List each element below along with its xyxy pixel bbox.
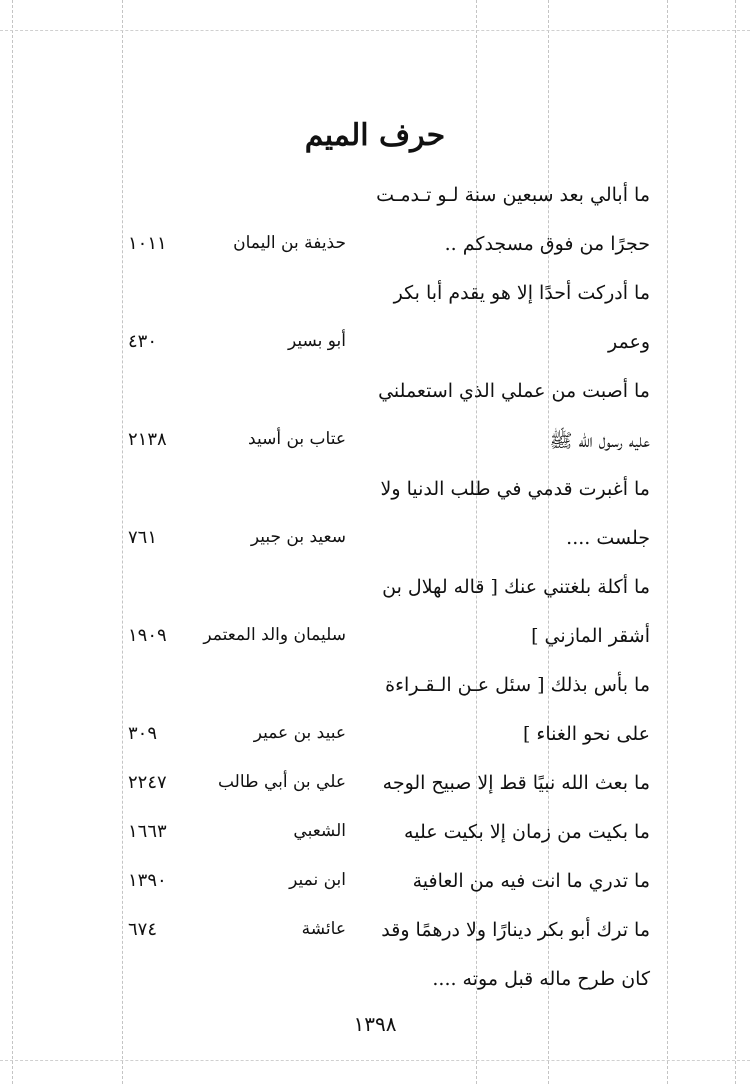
entry-narrator: عبيد بن عمير: [253, 723, 346, 743]
entry-text: على نحو الغناء ]: [522, 723, 650, 745]
entry-narrator: الشعبي: [293, 821, 346, 841]
entry-text: كان طرح ماله قبل موته ....: [432, 968, 650, 990]
entry-text: ما أدركت أحدًا إلا هو يقدم أبا بكر: [393, 282, 650, 304]
entry-text: جلست ....: [566, 527, 650, 549]
entry-narrator: عائشة: [301, 919, 346, 939]
entry-number: ١٦٦٣: [128, 821, 167, 842]
entry-text: ما بعث الله نبيًا قط إلا صبيح الوجه: [382, 772, 650, 794]
entry-narrator: أبو بسير: [287, 331, 346, 351]
entry-text: وعمر: [608, 331, 650, 353]
index-entry: [0, 764, 750, 813]
index-entry: [0, 617, 750, 666]
guide-line: [0, 30, 750, 31]
entry-text: ما ترك أبو بكر دينارًا ولا درهمًا وقد: [381, 919, 650, 941]
entry-narrator: حذيفة بن اليمان: [233, 233, 346, 253]
index-entry: [0, 960, 750, 1009]
entry-text: ما بكيت من زمان إلا بكيت عليه: [404, 821, 650, 843]
index-entry: [0, 666, 750, 715]
entry-number: ٢١٣٨: [128, 429, 167, 450]
entry-text: أشقر المازني ]: [531, 625, 650, 647]
entry-text: ما أغبرت قدمي في طلب الدنيا ولا: [380, 478, 650, 500]
index-entry: [0, 274, 750, 323]
entry-number: ٤٣٠: [128, 331, 158, 352]
entry-text: حجرًا من فوق مسجدكم ..: [444, 233, 650, 255]
entry-narrator: علي بن أبي طالب: [217, 772, 346, 792]
entry-number: ٧٦١: [128, 527, 158, 548]
index-entry: [0, 323, 750, 372]
index-entry: [0, 568, 750, 617]
index-entry: [0, 372, 750, 421]
index-entry: [0, 176, 750, 225]
index-entry: [0, 862, 750, 911]
index-entry: [0, 470, 750, 519]
entry-number: ١٠١١: [128, 233, 167, 254]
index-entry: [0, 813, 750, 862]
entry-number: ١٣٩٠: [128, 870, 167, 891]
entry-text: ما تدري ما انت فيه من العافية: [412, 870, 650, 892]
entry-text: عليه رسول الله ﷺ: [549, 430, 650, 452]
entry-text: ما أكلة بلغتني عنك [ قاله لهلال بن: [382, 576, 650, 598]
entry-number: ٣٠٩: [128, 723, 158, 744]
entry-number: ٢٢٤٧: [128, 772, 167, 793]
index-entry: [0, 225, 750, 274]
entry-number: ٦٧٤: [128, 919, 158, 940]
page-title: حرف الميم: [304, 118, 446, 153]
index-entry: [0, 715, 750, 764]
entry-narrator: ابن نمير: [289, 870, 346, 890]
entry-text: ما بأس بذلك [ سئل عـن الـقـراءة: [385, 674, 650, 696]
entry-text: ما أصبت من عملي الذي استعملني: [378, 380, 650, 402]
entry-number: ١٩٠٩: [128, 625, 167, 646]
page-number: ١٣٩٨: [353, 1012, 397, 1036]
entry-narrator: سعيد بن جبير: [250, 527, 346, 547]
entry-text: ما أبالي بعد سبعين سنة لـو تـدمـت: [376, 184, 650, 206]
index-entry: [0, 421, 750, 470]
index-entry: [0, 911, 750, 960]
index-entries: [0, 176, 750, 1009]
index-entry: [0, 519, 750, 568]
entry-narrator: عتاب بن أسيد: [248, 429, 346, 449]
entry-narrator: سليمان والد المعتمر: [203, 625, 346, 645]
guide-line: [0, 1060, 750, 1061]
